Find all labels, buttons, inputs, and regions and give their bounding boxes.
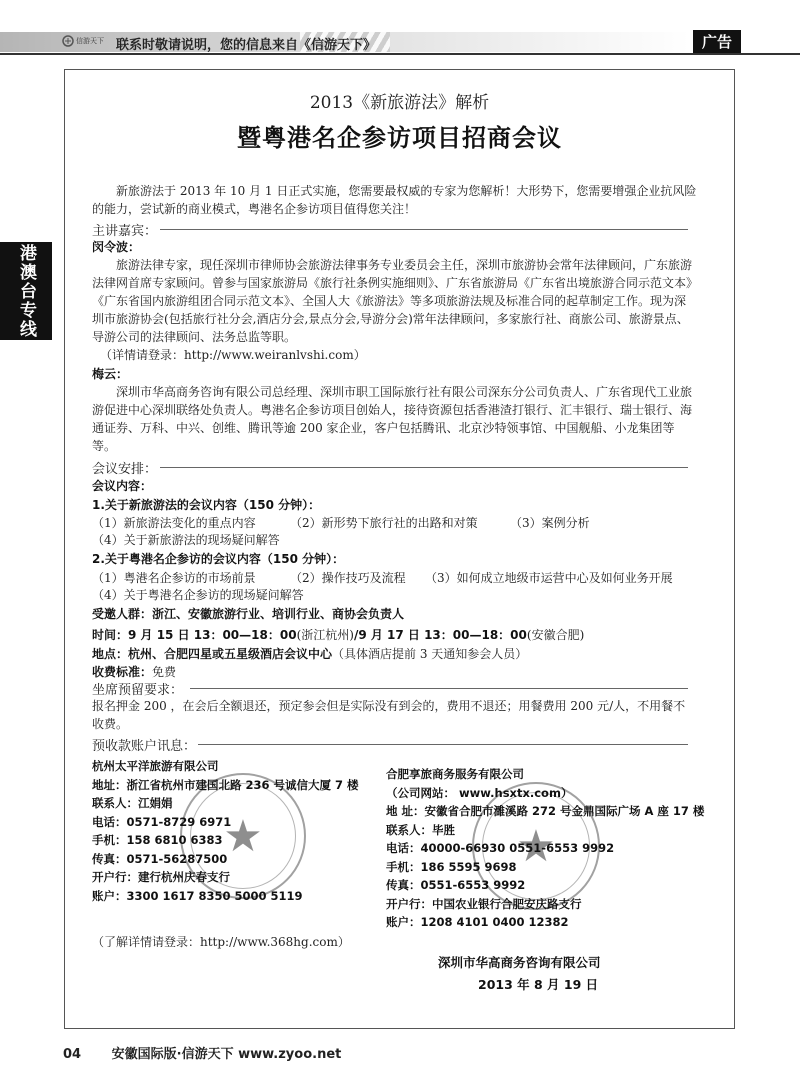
fee-label: 收费标准： [92, 665, 153, 679]
page-number: 04 [63, 1047, 82, 1062]
star-icon: ★ [223, 810, 263, 862]
company-hf-account: 账户：1208 4101 0400 12382 [386, 915, 569, 929]
company-hz-bank: 开户行：建行杭州庆春支行 [92, 870, 230, 884]
speaker1-name: 闵令波： [92, 240, 141, 254]
content-heading: 会议内容： [92, 479, 153, 493]
speaker2-name: 梅云： [92, 367, 129, 381]
intro-paragraph: 新旅游法于 2013 年 10 月 1 日正式实施，您需要最权威的专家为您解析！大形势下，您需要增强企业抗风险的能力，尝试新的商业模式，粤港名企参访项目值得您关注！ [92, 184, 697, 216]
company-hf-contact: 联系人：毕胜 [386, 822, 455, 837]
company-hf-mobile: 手机：186 5595 9698 [386, 859, 517, 874]
company-hf-address: 地 址：安徽省合肥市濉溪路 272 号金鼎国际广场 A 座 17 楼 [386, 804, 705, 818]
title-line2: 暨粤港名企参访项目招商会议 [237, 124, 562, 152]
company-hz-account: 账户：3300 1617 8350 5000 5119 [92, 888, 303, 903]
invitees: 受邀人群：浙江、安徽旅游行业、培训行业、商协会负责人 [92, 607, 405, 621]
topic1-item: （2）新形势下旅行社的出路和对策 [290, 516, 478, 530]
company-hf-fax: 传真：0551-6553 9992 [386, 878, 526, 892]
company-hz-link[interactable]: （了解详情请登录：http://www.368hg.com） [92, 935, 350, 949]
venue-note: （具体酒店提前 3 天通知参会人员） [332, 647, 528, 661]
star-icon: ★ [516, 820, 556, 872]
company-hz-address: 地址：浙江省杭州市建国北路 236 号诚信大厦 7 楼 [92, 777, 359, 792]
speakers-rule [160, 229, 688, 230]
reserve-heading: 坐席预留要求： [92, 683, 184, 698]
fee-value: 免费 [152, 665, 177, 679]
logo-icon [62, 35, 76, 47]
topic2-item: （2）操作技巧及流程 [290, 571, 406, 585]
speakers-heading: 主讲嘉宾： [92, 224, 158, 239]
title-line1: 2013《新旅游法》解析 [309, 93, 490, 113]
topic2-item: （3）如何成立地级市运营中心及如何业务开展 [425, 571, 673, 585]
company-hz-fax: 传真：0571-56287500 [92, 851, 228, 866]
agenda-rule [160, 467, 688, 468]
time-note1: (浙江杭州) [296, 628, 354, 642]
logo [62, 35, 112, 50]
venue-label: 地点：杭州、合肥四星或五星级酒店会议中心 [92, 647, 333, 661]
topic2-item: （4）关于粤港名企参访的现场疑问解答 [92, 588, 304, 602]
header-notice: 联系时敬请说明，您的信息来自《信游天下》 [116, 38, 377, 53]
side-tab: 港澳台专线 [0, 242, 52, 340]
signature-date: 2013 年 8 月 19 日 [478, 977, 599, 992]
topic2-title: 2.关于粤港名企参访的会议内容（150 分钟）： [92, 552, 345, 566]
company-hf [386, 765, 704, 932]
company-hf-site[interactable]: （公司网站： www.hsxtx.com） [386, 785, 573, 800]
time-note2: (安徽合肥) [526, 628, 585, 642]
company-hf-phone: 电话：40000-66930 0551-6553 9992 [386, 841, 615, 855]
ad-tag: 广告 [693, 30, 741, 54]
topic1-title: 1.关于新旅游法的会议内容（150 分钟）： [92, 498, 321, 512]
time-second: /9 月 17 日 13：00—18：00 [353, 628, 527, 642]
topic1-item: （4）关于新旅游法的现场疑问解答 [92, 533, 280, 547]
speaker2-bio: 深圳市华高商务咨询有限公司总经理、深圳市职工国际旅行社有限公司深东分公司负责人、广东省现代工业旅游促进中心深圳联络处负责人。粤港名企参访项目创始人，接待资源包括香港渣打银行、汇丰银行、瑞士银行、海通证券、万科、中兴、创维、腾讯等逾 200 家企业，客户包括腾讯、北京沙特领事馆、中国舰船、小龙集团等等。 [92, 385, 693, 453]
company-hz-mobile: 手机：158 6810 6383 [92, 833, 223, 847]
signature-company: 深圳市华高商务咨询有限公司 [438, 955, 601, 970]
time-row [92, 624, 584, 643]
speaker1-bio: 旅游法律专家，现任深圳市律师协会旅游法律事务专业委员会主任，深圳市旅游协会常年法律顾问，广东旅游法律网首席专家顾问。曾参与国家旅游局《旅行社条例实施细则》、广东省旅游局《广东省出境旅游合同示范文本》《广东省国内旅游组团合同示范文本》、全国人大《旅游法》等多项旅游法规及标准合同的起草制定工作。现为深圳市旅游协会(包括旅行社分会,酒店分会,景点分会,导游分会)常年法律顾问，多家旅行社、商旅公司、旅游景点、导游公司的法律顾问、法务总监等职。 [92, 258, 693, 344]
company-hz-name: 杭州太平洋旅游有限公司 [92, 759, 219, 773]
company-hf-bank: 开户行：中国农业银行合肥安庆路支行 [386, 896, 582, 911]
reserve-rule [190, 688, 688, 689]
topic2-item: （1）粤港名企参访的市场前景 [92, 571, 256, 585]
footer-text: 安徽国际版·信游天下 www.zyoo.net [111, 1047, 342, 1062]
agenda-heading: 会议安排： [92, 462, 158, 477]
company-hz [92, 757, 359, 905]
venue-row [92, 643, 527, 662]
company-hz-contact: 联系人：江娟娟 [92, 796, 173, 810]
speaker1-link[interactable]: （详情请登录：http://www.weiranlvshi.com） [100, 348, 366, 362]
topic1-item: （3）案例分析 [510, 516, 590, 530]
logo-text: 信游天下 [76, 37, 104, 45]
reserve-text: 报名押金 200 ，在会后全额退还，预定参会但是实际没有到会的，费用不退还；用餐费用 200 元/人，不用餐不收费。 [92, 699, 686, 731]
time-label: 时间：9 月 15 日 13：00—18：00 [92, 628, 297, 642]
account-heading: 预收款账户讯息： [92, 739, 197, 754]
header-rule [0, 53, 800, 55]
company-hz-phone: 电话：0571-8729 6971 [92, 814, 232, 829]
account-rule [198, 744, 688, 745]
fee-row [92, 661, 176, 680]
company-hf-name: 合肥享旅商务服务有限公司 [386, 767, 524, 781]
footer [0, 1043, 341, 1062]
topic1-item: （1）新旅游法变化的重点内容 [92, 516, 256, 530]
